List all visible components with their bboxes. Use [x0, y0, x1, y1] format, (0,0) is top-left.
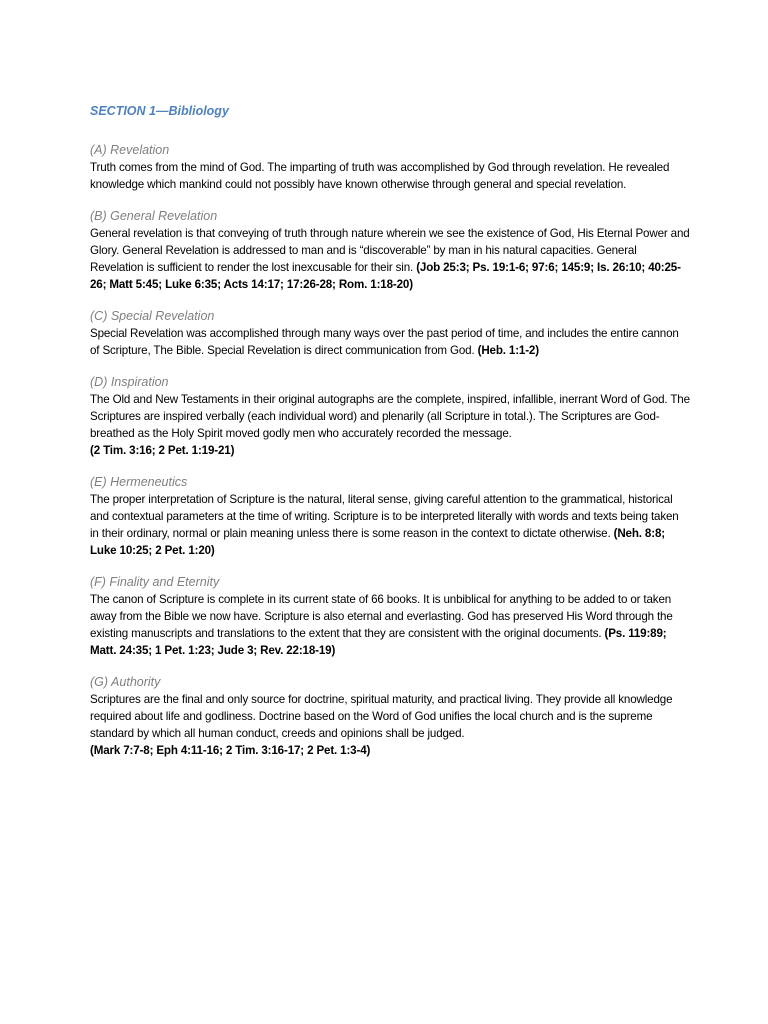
subsection-heading: (D) Inspiration: [90, 375, 169, 389]
body-text: Scriptures are the final and only source for doctrine, spiritual maturity, and practical living. They provide all knowledge required about life and godliness. Doctrine based on the Word of God unifies the local church and is the supreme standard by which all human conduct, creeds and opinions shall be judged.: [90, 693, 673, 740]
body-text: The Old and New Testaments in their original autographs are the complete, inspired, infallible, inerrant Word of God. The Scriptures are inspired verbally (each individual word) and plenarily (all Scripture in total.). The Scriptures are God-breathed as the Holy Spirit moved godly men who accurately recorded the message.: [90, 393, 690, 440]
body-text: The proper interpretation of Scripture is the natural, literal sense, giving careful attention to the grammatical, historical and contextual parameters at the time of writing. Scripture is to be interpreted literally with words and texts being taken in their ordinary, normal or plain meaning unless there is some reason in the context to dictate otherwise.: [90, 493, 679, 540]
subsection-heading: (F) Finality and Eternity: [90, 575, 220, 589]
subsection-heading: (C) Special Revelation: [90, 309, 215, 323]
subsection-heading: (E) Hermeneutics: [90, 475, 188, 489]
body-text: The canon of Scripture is complete in its current state of 66 books. It is unbiblical for anything to be added to or taken away from the Bible we now have. Scripture is also eternal and everlasting. God has preserved His Word through the existing manuscripts and translations to the extent that they are consistent with the original documents.: [90, 593, 673, 640]
subsection-inspiration: [90, 374, 690, 459]
subsection-body: [90, 325, 690, 359]
body-text: General revelation is that conveying of truth through nature wherein we see the existence of God, His Eternal Power and Glory. General Revelation is addressed to man and is “discoverable” by man in his natural capacities. General Revelation is sufficient to render the lost inexcusable for their sin.: [90, 227, 690, 274]
scripture-reference: (Mark 7:7-8; Eph 4:11-16; 2 Tim. 3:16-17; 2 Pet. 1:3-4): [90, 744, 371, 757]
subsection-special-revelation: [90, 308, 690, 359]
scripture-reference: (Neh. 8:8; Luke 10:25; 2 Pet. 1:20): [90, 527, 665, 557]
subsection-finality-and-eternity: [90, 574, 690, 659]
subsection-body: [90, 691, 690, 759]
subsection-body: [90, 491, 690, 559]
scripture-reference: (Ps. 119:89; Matt. 24:35; 1 Pet. 1:23; Jude 3; Rev. 22:18-19): [90, 627, 667, 657]
subsection-heading: (B) General Revelation: [90, 209, 218, 223]
body-text: Special Revelation was accomplished through many ways over the past period of time, and includes the entire cannon of Scripture, The Bible. Special Revelation is direct communication from God.: [90, 327, 679, 357]
subsection-revelation: [90, 142, 690, 193]
subsection-body: [90, 159, 690, 193]
subsection-body: [90, 391, 690, 459]
subsection-authority: [90, 674, 690, 759]
scripture-reference: (Heb. 1:1-2): [477, 344, 539, 357]
section-title: SECTION 1—Bibliology: [90, 104, 229, 118]
subsection-hermeneutics: [90, 474, 690, 559]
document-page: [90, 103, 690, 774]
subsection-body: [90, 591, 690, 659]
subsection-heading: (A) Revelation: [90, 143, 170, 157]
scripture-reference: (Job 25:3; Ps. 19:1-6; 97:6; 145:9; Is. 26:10; 40:25-26; Matt 5:45; Luke 6:35; Acts 14:17; 17:26-28; Rom. 1:18-20): [90, 261, 681, 291]
subsection-body: [90, 225, 690, 293]
subsection-heading: (G) Authority: [90, 675, 161, 689]
body-text: Truth comes from the mind of God. The imparting of truth was accomplished by God through revelation. He revealed knowledge which mankind could not possibly have known otherwise through general and special revelation.: [90, 161, 670, 191]
scripture-reference: (2 Tim. 3:16; 2 Pet. 1:19-21): [90, 444, 235, 457]
subsection-general-revelation: [90, 208, 690, 293]
